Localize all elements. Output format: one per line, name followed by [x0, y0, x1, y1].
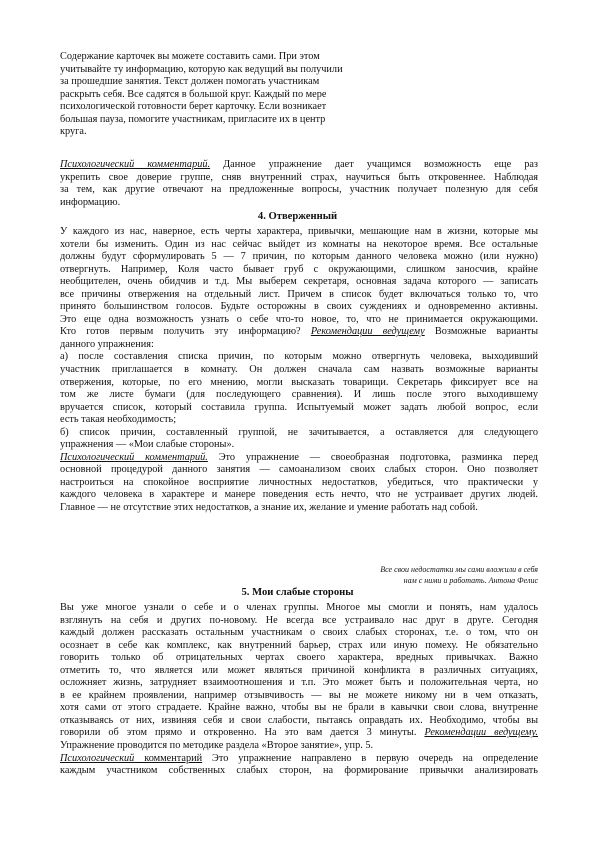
recommendation-label: Рекомендации ведущему [310, 326, 425, 338]
intro-line: Содержание карточек вы можете составить сами. При этом [60, 51, 320, 62]
comment-line: основной процедурой данного занятия — самоанализом своих слабых сторон. Оно позволяет [60, 464, 538, 476]
variant-a-line: вручается список, который составила группа. Испытуемый может задать любой вопрос, если [60, 401, 538, 413]
question-rest: Возможные варианты [424, 326, 539, 338]
variant-b-line: упражнения — «Мои слабые стороны». [60, 439, 235, 451]
section5-body [60, 602, 538, 778]
paragraph-line: У каждого из нас, наверное, есть черты характера, привычки, мешающие нам в жизни, которые мы [60, 226, 538, 237]
variant-a-line: есть такая необходимость; [60, 414, 177, 426]
paragraph-line: хотя сами от этого страдаете. Крайне важно, чтобы вы не брали в кавычки свои слова, внутренне [60, 702, 538, 714]
epigraph-line: нам с ними и работать. Антона Фелис [403, 575, 538, 585]
intro-paragraph [60, 51, 390, 139]
paragraph-line: принято большинством голосов. Будьте осторожны в своих суждениях и одновременно активны. [60, 301, 538, 313]
comment-line: каждым участником собственных слабых сторон, на формирование привычки анализировать [60, 765, 538, 777]
comment-paragraph-1 [60, 159, 538, 209]
comment-text: Это упражнение — своеобразная подготовка, разминка перед [207, 451, 538, 463]
paragraph-line: все причины отвержения на отдельный лист. Причем в список будет включаться только то, что [60, 288, 538, 300]
paragraph-line: информацию. [60, 196, 121, 208]
paragraph-line: Вы уже многое узнали о себе и о членах группы. Многое мы смогли и понять, нам удалось [60, 602, 538, 613]
paragraph-line: Упражнение проводится по методике раздела «Второе занятие», упр. 5. [60, 740, 374, 752]
recommendation-label: Рекомендации ведущему. [424, 727, 538, 739]
paragraph-line: взглянуть на себя и других по-новому. Не всегда все устраивало нас друг в друге. Сегодня [60, 614, 538, 626]
paragraph-line: каждый должен рассказать остальным участникам о своих слабых сторонах, т.е. о том, что он [60, 627, 538, 639]
intro-line: раскрыть себя. Все садятся в большой круг. Каждый по мере [60, 88, 327, 100]
comment-label: Психологический комментарий. [60, 451, 208, 463]
section-heading-5: 5. Мои слабые стороны [241, 587, 354, 598]
intro-line: учитывайте ту информацию, которую как ведущий вы получили [60, 63, 343, 75]
paragraph-line: отказываясь от них, извиняя себя и свои слабости, пытаясь оправдать их. Необходимо, чтобы вы [60, 714, 538, 726]
paragraph-line: Это еще одна возможность узнать о себе что-то новое, то, что не принимается окружающими. [60, 313, 538, 325]
comment-label: Психологический комментарий. [60, 159, 211, 170]
comment-text: Это упражнение направлено в первую очередь на определение [202, 752, 539, 764]
epigraph-line: Все свои недостатки мы сами вложили в себя [380, 565, 538, 574]
epigraph [278, 565, 538, 586]
comment-line: Главное — не отсутствие этих недостатков, а знание их, желание и умение работать над собой. [60, 502, 478, 514]
variant-a-line: а) после составления списка причин, по которым можно отвергнуть человека, выходивший [60, 351, 538, 363]
paragraph-line: в ее крайнем проявлении, например отзывчивость — вы не можете никому ни в чем отказать, [60, 689, 538, 701]
question-text: Кто готов первым получить эту информацию? [60, 326, 311, 338]
paragraph-line: отвергнуть. Например, Коля часто бывает груб с окружающими, слишком заносчив, крайне [60, 263, 538, 275]
variant-a-line: отвержения, которые, по его мнению, могли высказать товарищи. Секретарь фиксирует все на [60, 376, 538, 388]
variant-b-line: б) список причин, составленный группой, не зачитывается, а оставляется для следующего [60, 426, 538, 438]
paragraph-line: за тем, как другие отвечают на предложенные вопросы, участник получает полезную для себя [60, 184, 538, 196]
comment-text: Данное упражнение дает учащимся возможность еще раз [210, 159, 538, 170]
comment-line: настроиться на спокойное восприятие личностных недостатков, убедиться, что практически у [60, 476, 538, 488]
paragraph-line: осознает в себе как комплекс, как внутренний барьер, страх или иную помеху. Не обязательно [60, 639, 538, 651]
paragraph-line: осложняет жизнь, затрудняет взаимоотношения и т.п. Это может быть и положительная черта, но [60, 677, 538, 689]
section4-body [60, 226, 538, 515]
paragraph-line: должны будут сформулировать 5 — 7 причин, по которым данного человека можно (или нужно) [60, 251, 538, 263]
variant-a-line: участник приглашается в комнату. Он должен сначала сам назвать возможные варианты [60, 364, 538, 376]
comment-label: Психологический [60, 752, 135, 764]
section-heading-4: 4. Отверженный [257, 211, 338, 222]
intro-line: большая пауза, помогите участникам, пригласите их в центр [60, 113, 326, 125]
paragraph-text: говорили об этом прямо и откровенно. На это вам дается 3 минуты. [60, 727, 425, 739]
paragraph-line: хотели бы изменить. Один из нас сейчас выйдет из комнаты на некоторое время. Все остальные [60, 238, 538, 250]
intro-line: психологической готовности берет карточку. Если возникает [60, 101, 327, 113]
comment-label-tail: комментарий [134, 752, 203, 764]
paragraph-line: укрепить свое доверие группе, сняв внутренний страх, научиться быть откровеннее. Наблюдая [60, 171, 538, 183]
paragraph-line: говорить только об отрицательных чертах своего характера, вредных привычках. Важно [60, 652, 538, 664]
paragraph-line: необщителен, очень обидчив и т.д. Мы выберем секретаря, основная задача которого — записать [60, 276, 538, 288]
paragraph-line: отметить то, что является или может являться причиной конфликта в различных ситуациях, [60, 664, 538, 676]
comment-line: каждого человека в характере и манере поведения есть нечто, что не устраивает других людей. [60, 489, 538, 501]
variants-intro: данного упражнения: [60, 338, 154, 350]
variant-a-line: том же листе бумаги (для последующего сравнения). И лишь после этого выходившему [60, 389, 538, 401]
intro-line: круга. [60, 126, 87, 138]
intro-line: за прошедшие занятия. Текст должен помогать участникам [60, 76, 320, 88]
